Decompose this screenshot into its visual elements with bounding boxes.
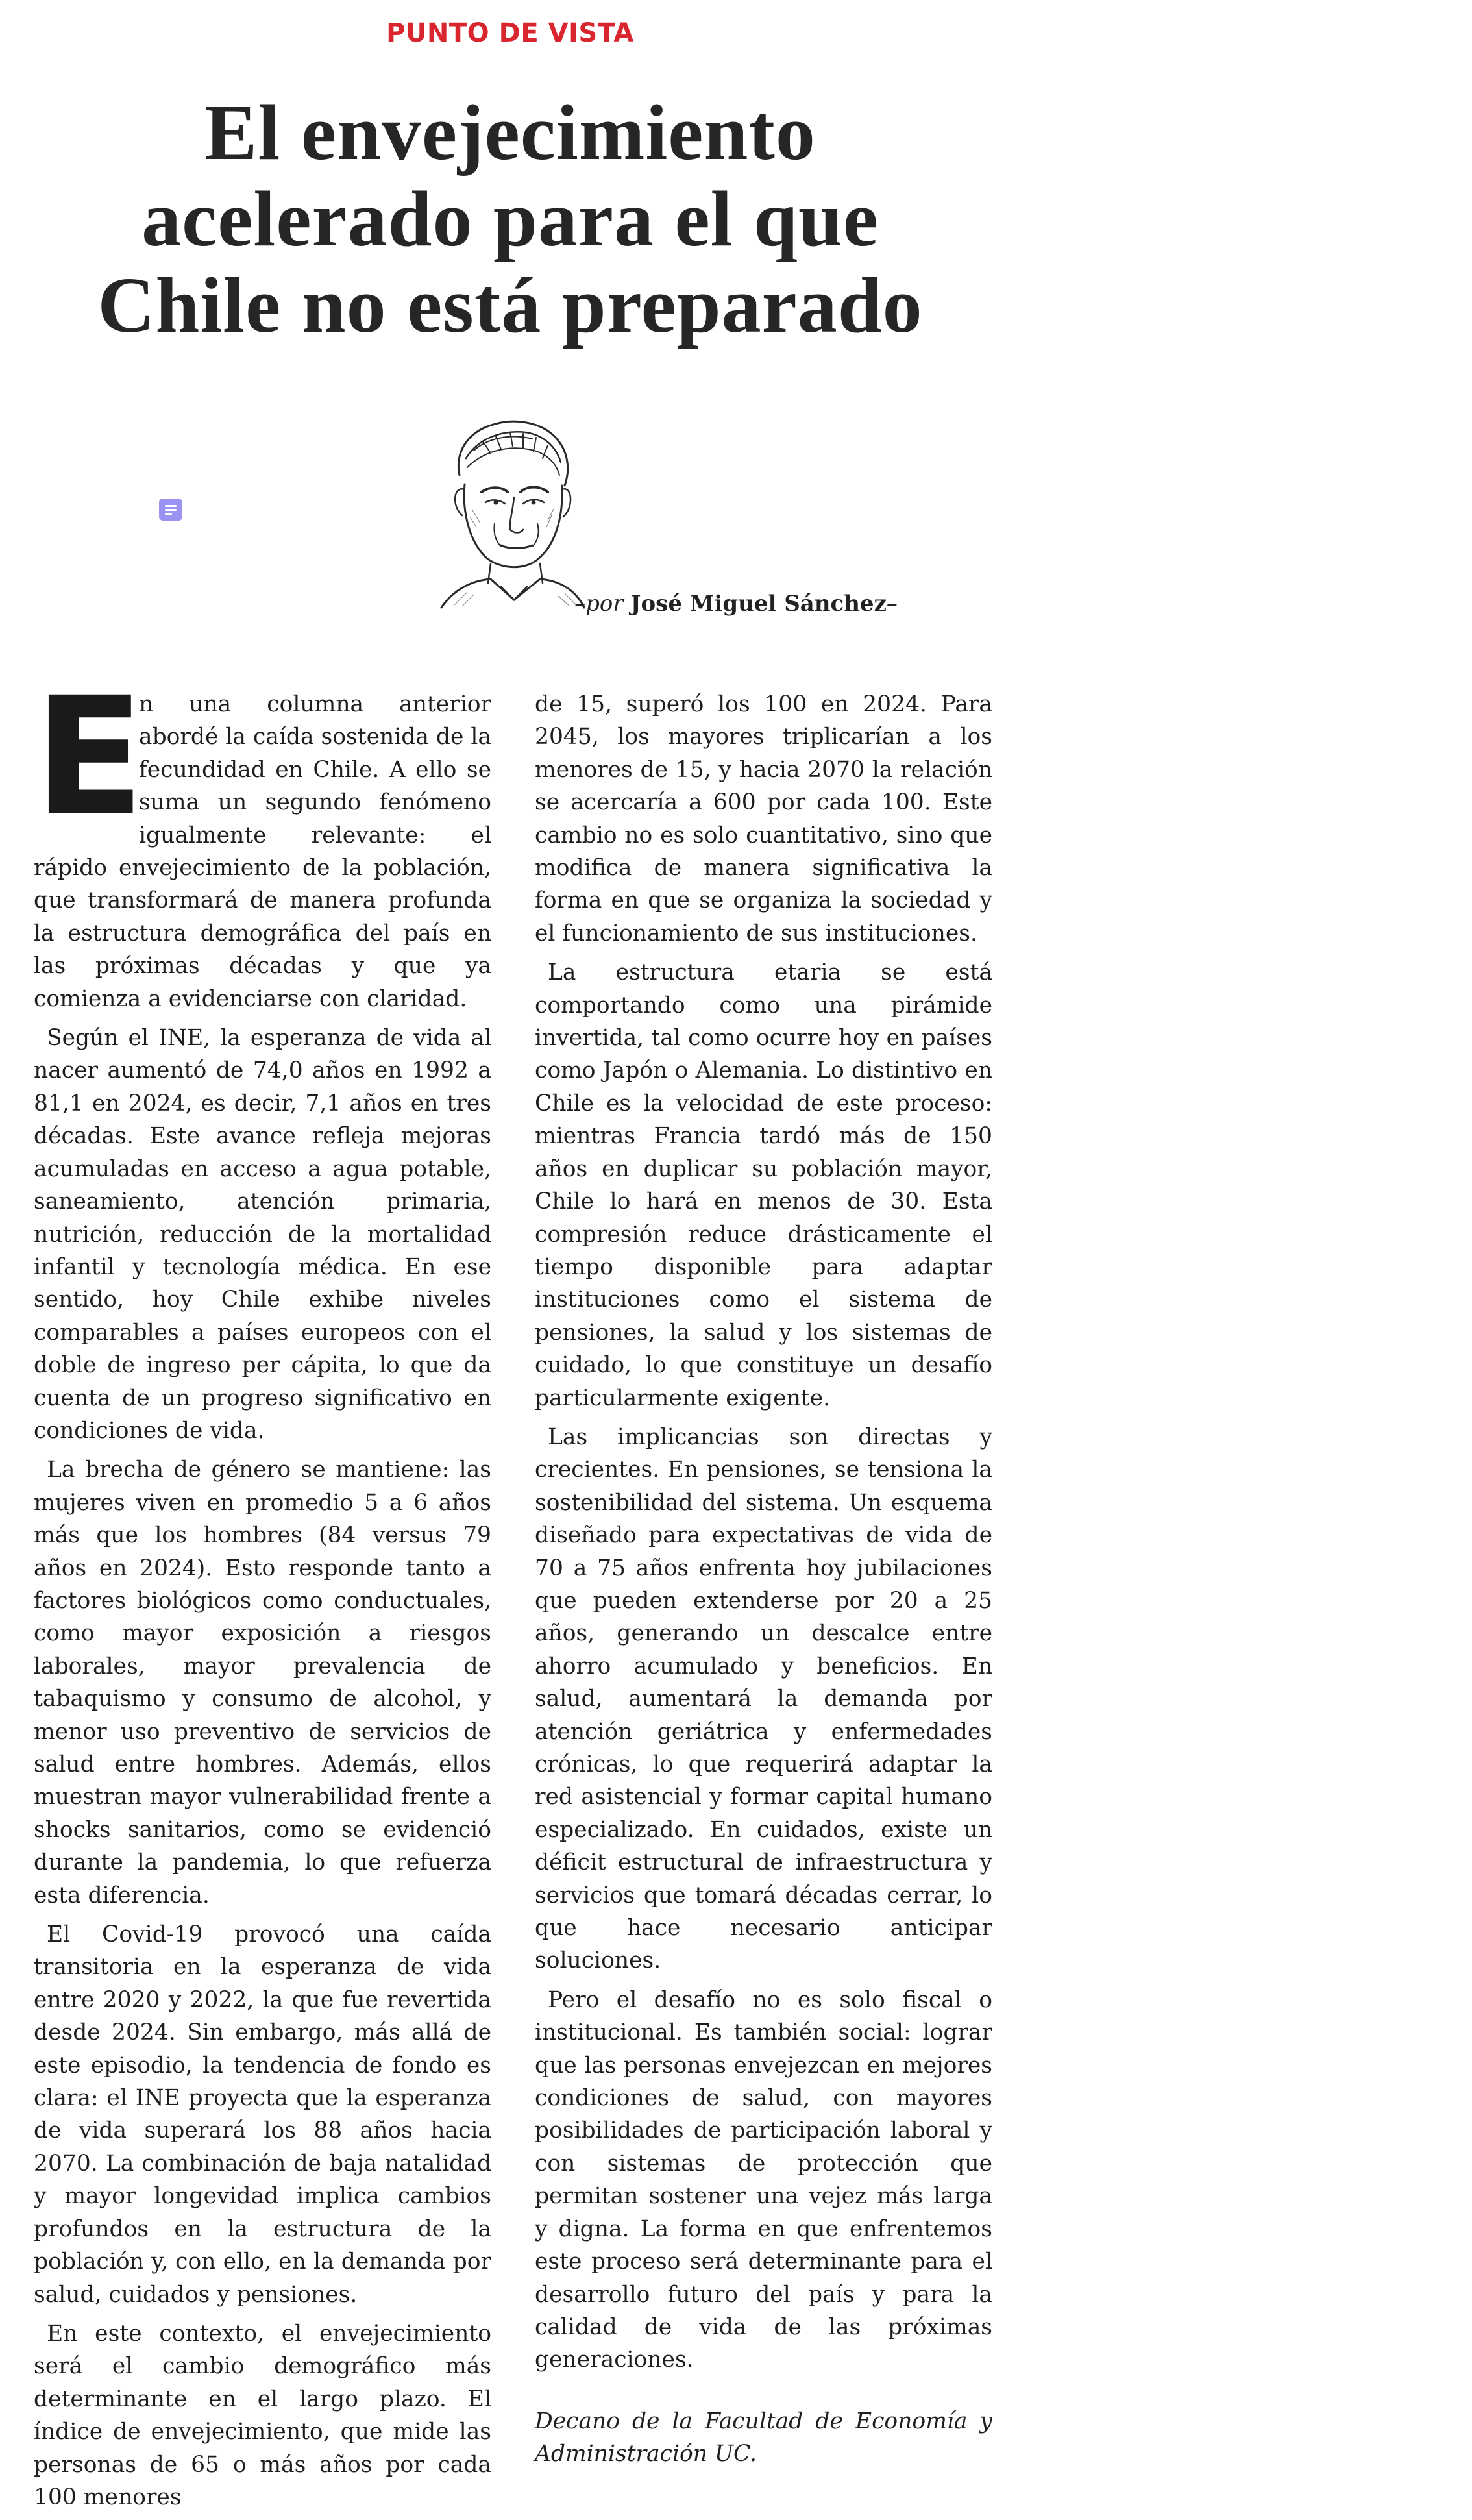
byline [0,591,1472,617]
paragraph-text: n una columna anterior abordé la caída sostenida de la fecundidad en Chile. A ello se suma un segundo fenómeno igualmente relevante: el rápido envejecimiento de la población, que transformará de manera profunda la estructura demográfica del país en las próximas décadas y que ya comienza a evidenciarse con claridad. [34,691,491,1012]
headline-line: acelerado para el que [141,175,879,263]
headline [13,90,1007,349]
author-portrait [428,413,588,611]
article-column-right [535,688,992,2477]
paragraph: La brecha de género se mantiene: las mujeres viven en promedio 5 a 6 años más que los hombres (84 versus 79 años en 2024). Esto responde tanto a factores biológicos como conductuales, como mayor exposición a riesgos laborales, mayor prevalencia de tabaquismo y consumo de alcohol, y menor uso preventivo de servicios de salud entre hombres. Además, ellos muestran mayor vulnerabilidad frente a shocks sanitarios, como se evidenció durante la pandemia, lo que refuerza esta diferencia. [34,1457,491,1909]
article-column-left [34,662,491,2520]
byline-dash-open: – [574,591,586,617]
section-label: PUNTO DE VISTA [386,18,634,48]
paragraph [34,662,491,1015]
headline-line: Chile no está preparado [97,262,923,349]
byline-dash-close: – [886,591,898,617]
author-signature: Decano de la Facultad de Economía y Administración UC. [535,2408,992,2467]
headline-line: El envejecimiento [204,89,816,177]
drop-cap: E [34,662,145,851]
paragraph: Pero el desafío no es solo fiscal o institucional. Es también social: lograr que las personas envejezcan en mejores condiciones de salud, con mayores posibilidades de participación laboral y con sistemas de protección que permitan sostener una vejez más larga y digna. La forma en que enfrentemos este proceso será determinante para el desarrollo futuro del país y para la calidad de vida de las próximas generaciones. [535,1986,992,2373]
paragraph: En este contexto, el envejecimiento será el cambio demográfico más determinante en el largo plazo. El índice de envejecimiento, que mide las personas de 65 o más años por cada 100 menores [34,2320,491,2510]
paragraph: Según el INE, la esperanza de vida al nacer aumentó de 74,0 años en 1992 a 81,1 en 2024, es decir, 7,1 años en tres décadas. Este avance refleja mejoras acumuladas en acceso a agua potable, saneamiento, atención primaria, nutrición, reducción de la mortalidad infantil y tecnología médica. En ese sentido, hoy Chile exhibe niveles comparables a países europeos con el doble de ingreso per cápita, lo que da cuenta de un progreso significativo en condiciones de vida. [34,1025,491,1444]
byline-por: por [585,591,624,617]
paragraph: La estructura etaria se está comportando como una pirámide invertida, tal como ocurre hoy en países como Japón o Alemania. Lo distintivo en Chile es la velocidad de este proceso: mientras Francia tardó más de 150 años en duplicar su población mayor, Chile lo hará en menos de 30. Esta compresión reduce drásticamente el tiempo disponible para adaptar instituciones como el sistema de pensiones, la salud y los sistemas de cuidado, lo que constituye un desafío particularmente exigente. [535,959,992,1411]
author-name: José Miguel Sánchez [630,591,887,617]
paragraph: Las implicancias son directas y crecientes. En pensiones, se tensiona la sostenibilidad del sistema. Un esquema diseñado para expectativas de vida de 70 a 75 años enfrenta hoy jubilaciones que pueden extenderse por 20 a 25 años, generando un descalce entre ahorro acumulado y beneficios. En salud, aumentará la demanda por atención geriátrica y enfermedades crónicas, lo que requerirá adaptar la red asistencial y formar capital humano especializado. En cuidados, existe un déficit estructural de infraestructura y servicios que tomará décadas cerrar, lo que hace necesario anticipar soluciones. [535,1424,992,1974]
paragraph: El Covid-19 provocó una caída transitoria en la esperanza de vida entre 2020 y 2022, la que fue revertida desde 2024. Sin embargo, más allá de este episodio, la tendencia de fondo es clara: el INE proyecta que la esperanza de vida superará los 88 años hacia 2070. La combinación de baja natalidad y mayor longevidad implica cambios profundos en la estructura de la población y, con ello, en la demanda por salud, cuidados y pensiones. [34,1921,491,2308]
paragraph: de 15, superó los 100 en 2024. Para 2045, los mayores triplicarían a los menores de 15, y hacia 2070 la relación se acercaría a 600 por cada 100. Este cambio no es solo cuantitativo, sino que modifica de manera significativa la forma en que se organiza la sociedad y el funcionamiento de sus instituciones. [535,691,992,946]
note-icon[interactable] [159,499,182,521]
